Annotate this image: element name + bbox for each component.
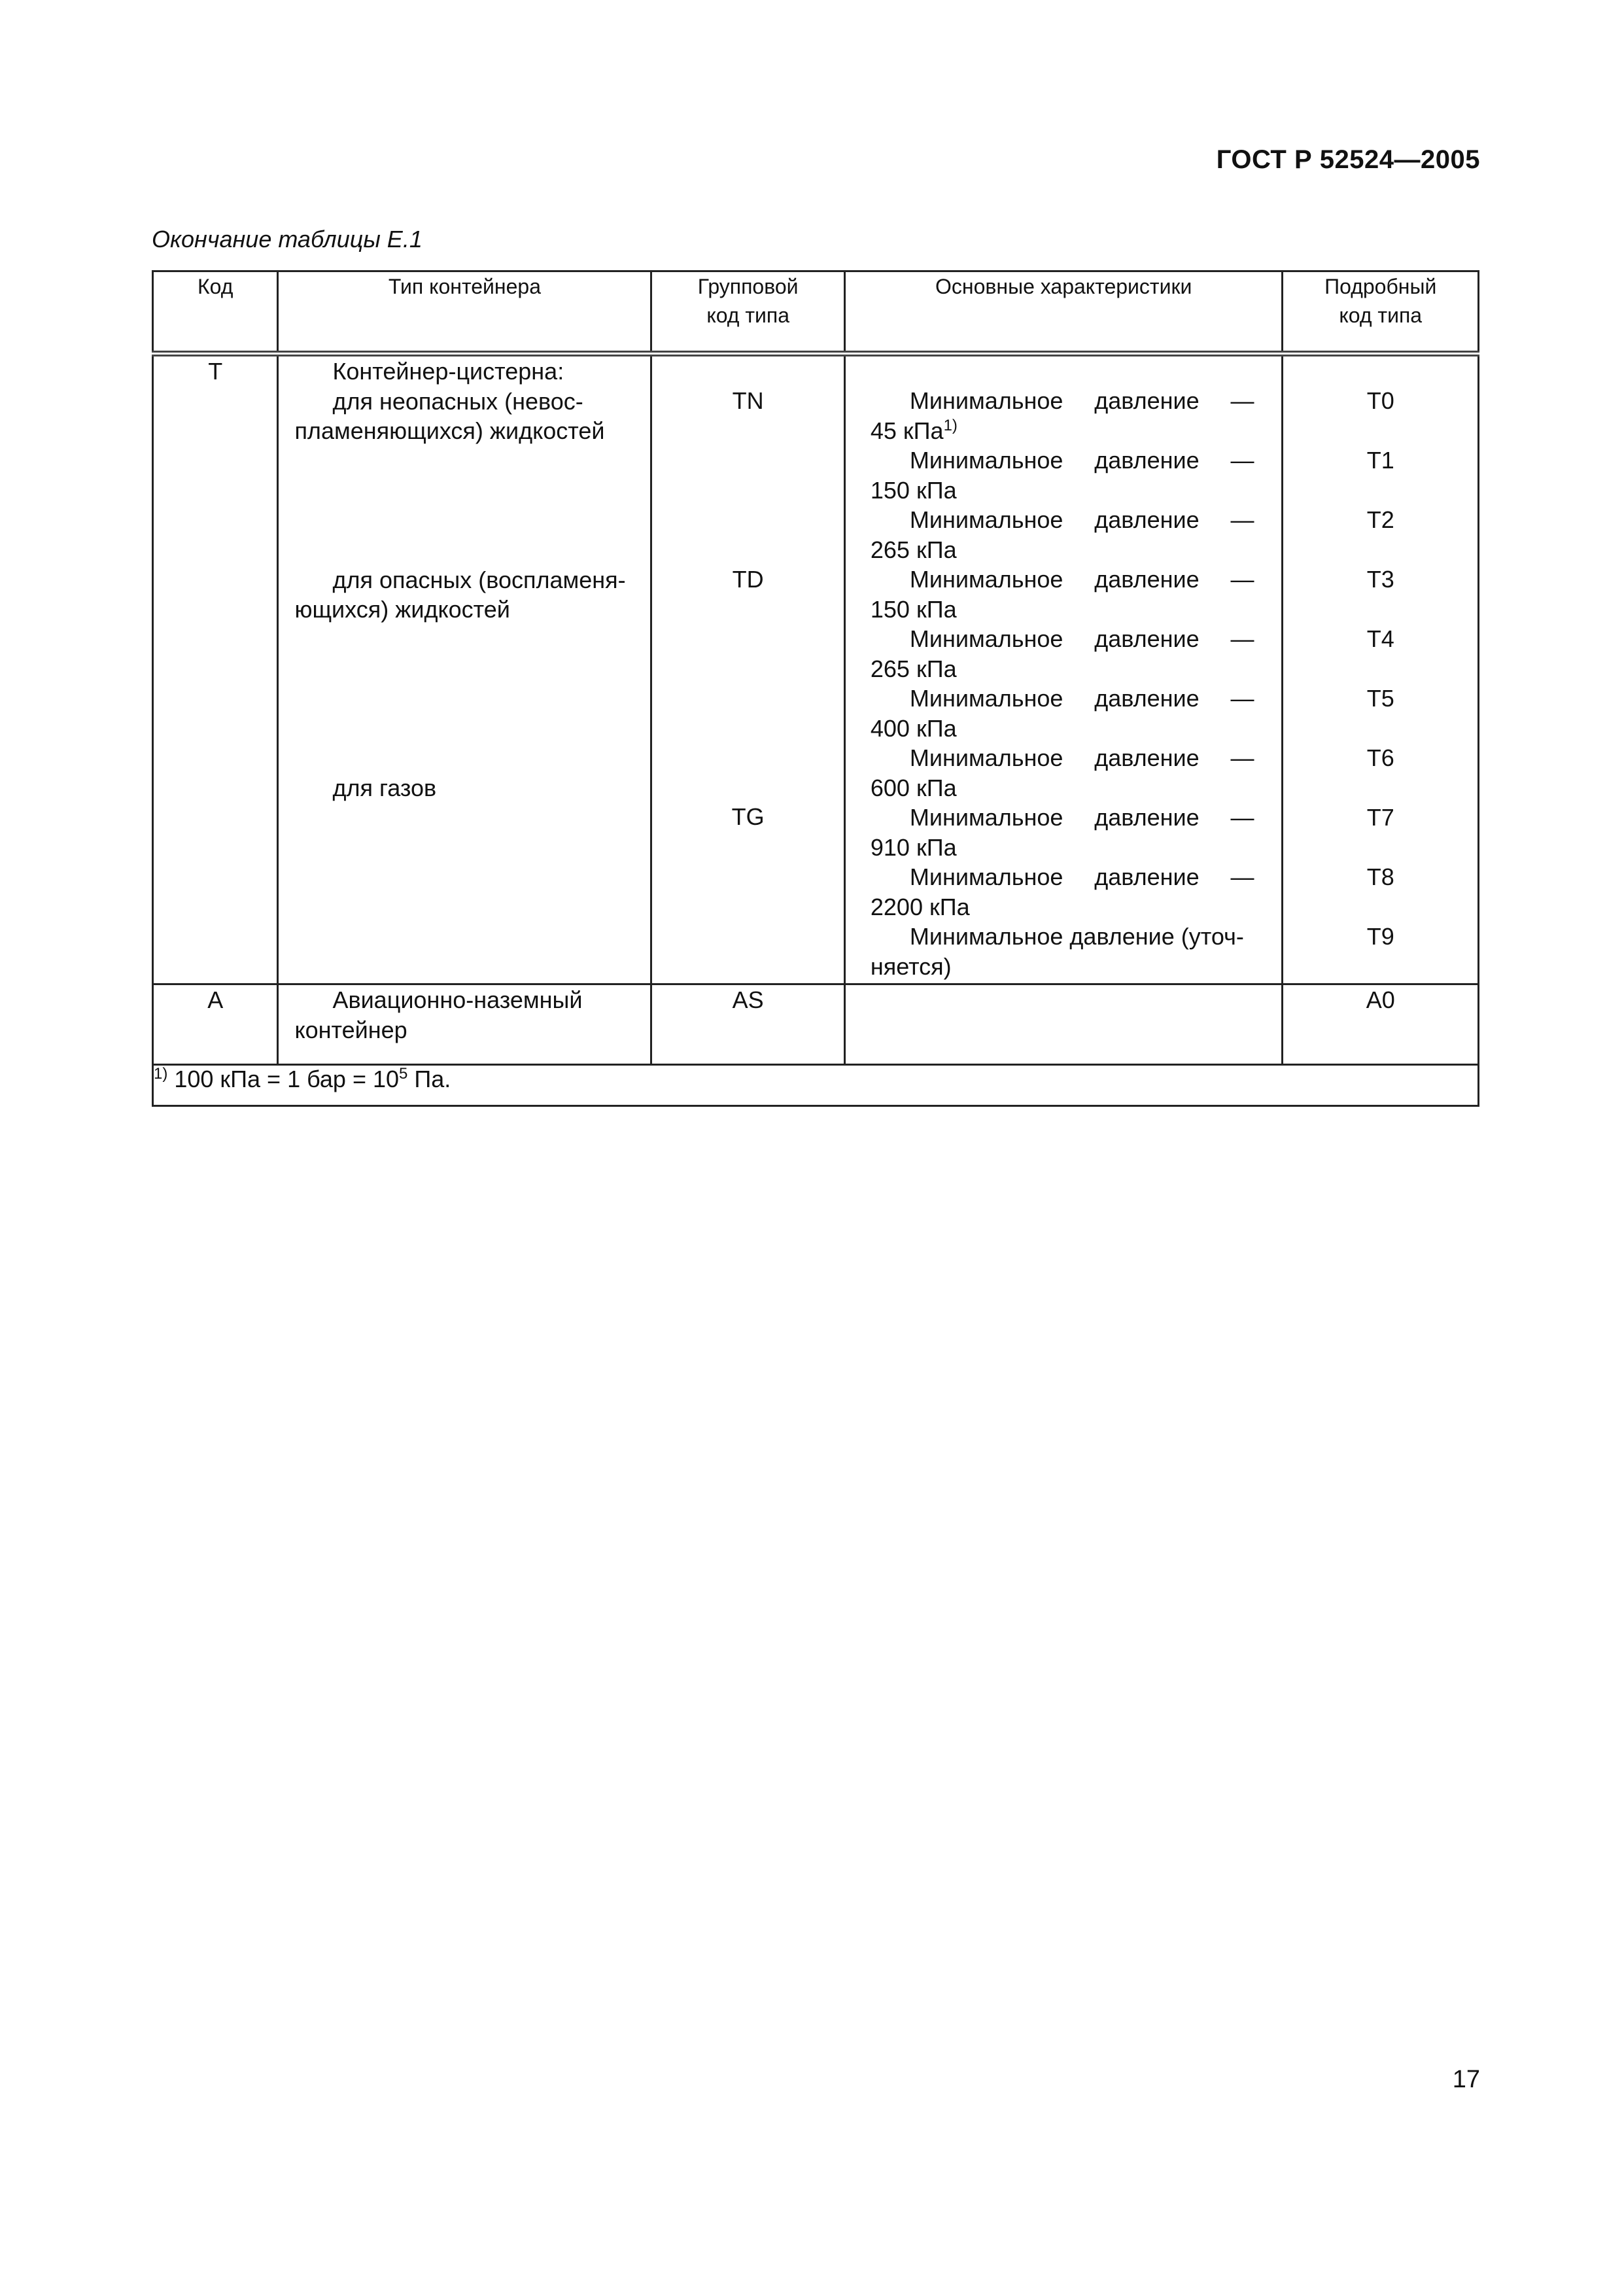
footnote-text-a: 100 кПа = 1 бар = 10 [167, 1066, 400, 1092]
char-word-min: Минимальное [909, 566, 1063, 593]
container-type-table [152, 270, 1479, 1107]
char-value [846, 892, 1282, 922]
char-dash: — [1230, 863, 1254, 890]
char-line1 [846, 565, 1282, 595]
type-nonhazard-text: для неопасных (невос- [332, 387, 583, 415]
header-group-line1: Групповой [697, 275, 799, 298]
page-number: 17 [1452, 2066, 1480, 2093]
row-group-code: AS [651, 984, 844, 1065]
char-value [846, 416, 1282, 446]
footnote-row [153, 1065, 1479, 1106]
char-dash: — [1230, 804, 1254, 831]
type-hazard-line2: ющихся) жидкостей [294, 596, 510, 623]
pressure-value: 150 кПа [870, 595, 957, 623]
char-word-min: Минимальное [909, 625, 1063, 652]
char-item [846, 624, 1282, 684]
char-value [846, 595, 1282, 625]
detail-code: Т6 [1366, 744, 1394, 771]
row-group-code [651, 354, 844, 984]
detail-code: Т7 [1366, 804, 1394, 831]
footnote-mark: 1) [154, 1065, 168, 1083]
table-caption: Окончание таблицы Е.1 [152, 226, 423, 252]
char-dash: — [1230, 685, 1254, 712]
char-line1 [846, 386, 1282, 416]
char-word-pressure: давление [1094, 744, 1200, 771]
pressure-value: 265 кПа [870, 536, 957, 563]
header-detail-line1: Подробный [1324, 275, 1437, 298]
row-characteristics [844, 354, 1283, 984]
type-title: Контейнер-цистерна: [332, 358, 564, 385]
char-item [846, 684, 1282, 743]
char-word-pressure: давление [1094, 863, 1200, 890]
char-value [846, 476, 1282, 506]
type-aviation-line2: контейнер [294, 1016, 407, 1043]
detail-code: Т3 [1366, 566, 1394, 593]
char-item [846, 743, 1282, 803]
document-code: ГОСТ Р 52524—2005 [1216, 145, 1480, 174]
char-dash: — [1230, 447, 1254, 474]
char-dash: — [1230, 506, 1254, 533]
char-value [846, 773, 1282, 803]
char-item [846, 505, 1282, 565]
char-item [846, 565, 1282, 624]
row-code: А [153, 984, 278, 1065]
char-dash: — [1230, 744, 1254, 771]
group-code-tg: TG [731, 803, 765, 830]
char-dash: — [1230, 566, 1254, 593]
char-item [846, 445, 1282, 505]
char-word-pressure: давление [1094, 566, 1200, 593]
pressure-value: 2200 кПа [870, 893, 970, 920]
char-item [846, 862, 1282, 922]
pressure-value: 150 кПа [870, 476, 957, 504]
char-word-min: Минимальное [909, 387, 1063, 414]
char-item [846, 803, 1282, 862]
row-characteristics [844, 984, 1283, 1065]
type-nonhazard-line2: пламеняющихся) жидкостей [294, 417, 605, 444]
char-line1 [846, 862, 1282, 892]
pressure-value: 45 кПа [870, 417, 944, 444]
char-last-line1: Минимальное давление (уточ- [909, 923, 1244, 950]
char-word-pressure: давление [1094, 685, 1200, 712]
char-line1 [846, 803, 1282, 833]
char-word-pressure: давление [1094, 625, 1200, 652]
char-line1 [846, 505, 1282, 535]
char-word-min: Минимальное [909, 744, 1063, 771]
group-code-tn: TN [732, 387, 764, 414]
char-word-pressure: давление [1094, 447, 1200, 474]
header-detail-code [1283, 271, 1479, 354]
type-hazard-line1: для опасных (воспламеня- [332, 566, 626, 593]
char-dash: — [1230, 625, 1254, 652]
char-line1 [846, 445, 1282, 476]
char-last-line2: няется) [870, 952, 952, 980]
type-aviation-line1: Авиационно-наземный [332, 986, 583, 1013]
detail-code: Т9 [1366, 923, 1394, 950]
char-value [846, 714, 1282, 744]
type-gas: для газов [332, 774, 437, 801]
char-line1 [846, 684, 1282, 714]
detail-code: Т2 [1366, 506, 1394, 533]
table-row [153, 354, 1479, 984]
row-container-type [278, 984, 651, 1065]
pressure-value: 400 кПа [870, 714, 957, 742]
detail-code: Т5 [1366, 685, 1394, 712]
char-word-pressure: давление [1094, 804, 1200, 831]
char-word-pressure: давление [1094, 387, 1200, 414]
char-line1 [846, 624, 1282, 654]
header-detail-line2: код типа [1339, 304, 1423, 327]
row-detail-codes [1283, 354, 1479, 984]
header-group-line2: код типа [706, 304, 789, 327]
char-word-min: Минимальное [909, 804, 1063, 831]
table-header-row [153, 271, 1479, 354]
char-value [846, 833, 1282, 863]
footnote-ref: 1) [943, 416, 958, 434]
char-word-min: Минимальное [909, 863, 1063, 890]
detail-code: Т4 [1366, 625, 1394, 652]
type-nonhazard-line1 [294, 387, 640, 417]
row-detail-code: А0 [1283, 984, 1479, 1065]
char-word-min: Минимальное [909, 685, 1063, 712]
footnote-exponent: 5 [399, 1065, 408, 1083]
char-word-min: Минимальное [909, 506, 1063, 533]
header-group-code [651, 271, 844, 354]
footnote [153, 1065, 1479, 1106]
footnote-text-b: Па. [407, 1066, 451, 1092]
pressure-value: 600 кПа [870, 774, 957, 801]
detail-code: Т1 [1366, 447, 1394, 474]
char-word-pressure: давление [1094, 506, 1200, 533]
row-container-type [278, 354, 651, 984]
header-code: Код [153, 271, 278, 354]
char-value [846, 535, 1282, 565]
pressure-value: 910 кПа [870, 833, 957, 861]
group-code-td: TD [732, 565, 764, 593]
pressure-value: 265 кПа [870, 655, 957, 682]
header-characteristics: Основные характеристики [844, 271, 1283, 354]
detail-code: Т8 [1366, 863, 1394, 890]
char-value [846, 654, 1282, 684]
detail-code: Т0 [1366, 387, 1394, 414]
char-item [846, 386, 1282, 445]
table-row [153, 984, 1479, 1065]
char-dash: — [1230, 387, 1254, 414]
char-line1 [846, 743, 1282, 773]
row-code: Т [153, 354, 278, 984]
header-container-type: Тип контейнера [278, 271, 651, 354]
char-word-min: Минимальное [909, 447, 1063, 474]
